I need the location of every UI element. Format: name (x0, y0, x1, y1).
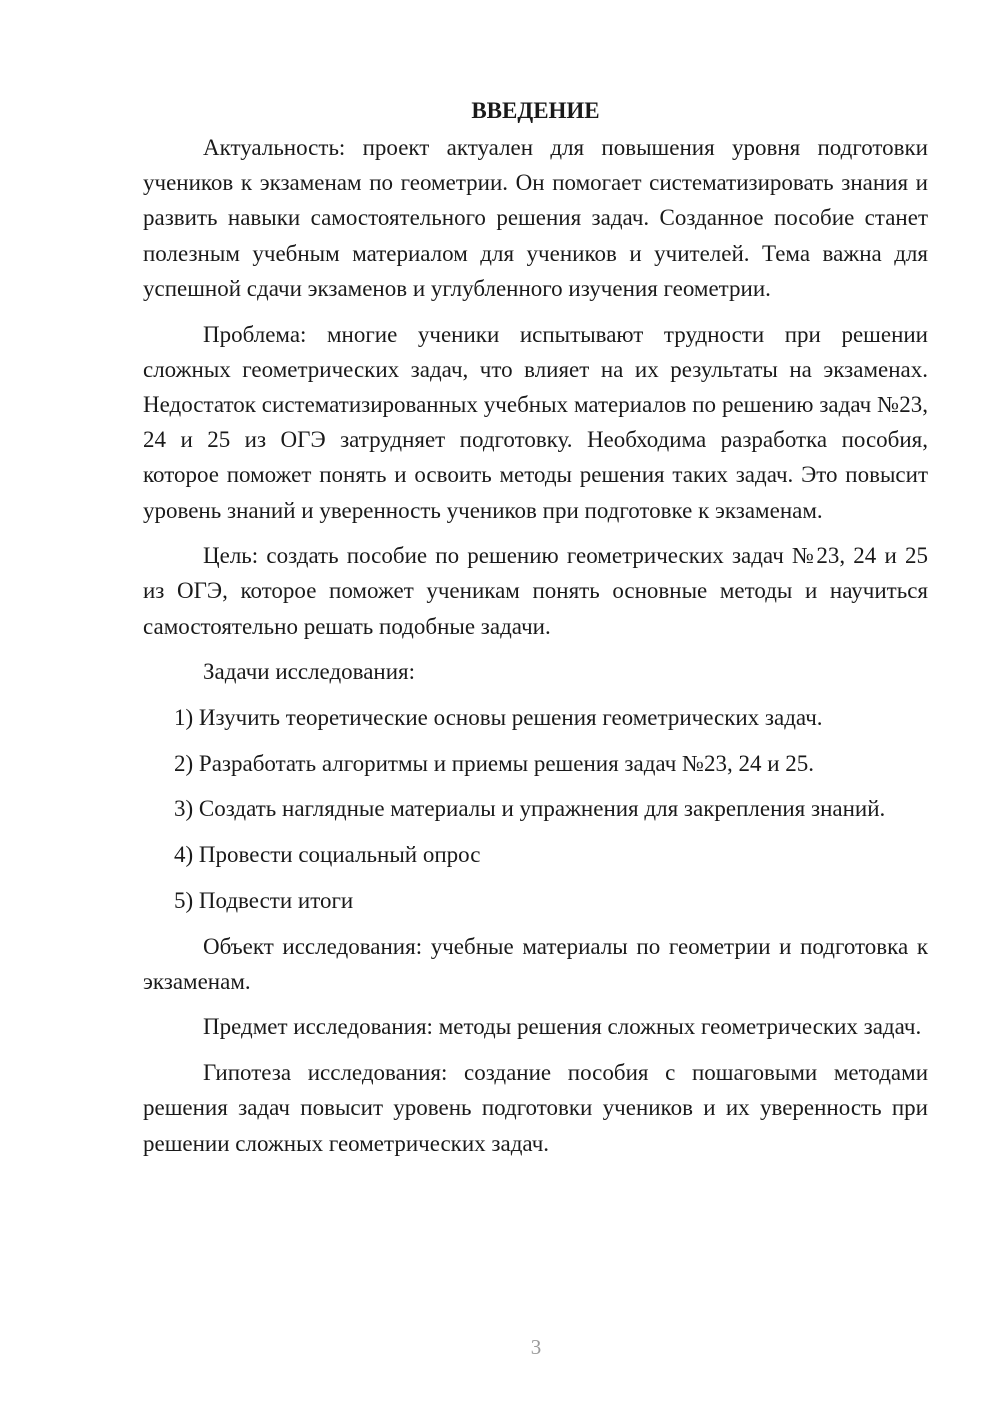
paragraph-problem: Проблема: многие ученики испытывают трудности при решении сложных геометрических задач, что влияет на их результаты на экзаменах. Недостаток систематизированных учебных материалов по решению задач №23, 24 и 25 из ОГЭ затрудняет подготовку. Необходима разработка пособия, которое поможет понять и освоить методы решения таких задач. Это повысит уровень знаний и уверенность учеников при подготовке к экзаменам. (143, 321, 928, 523)
paragraph-subject: Предмет исследования: методы решения сложных геометрических задач. (203, 1014, 922, 1040)
paragraph-hypothesis: Гипотеза исследования: создание пособия с пошаговыми методами решения задач повысит уровень подготовки учеников и их уверенность при решении сложных геометрических задач. (143, 1060, 928, 1156)
task-item-2: 2) Разработать алгоритмы и приемы решения задач №23, 24 и 25. (174, 750, 815, 776)
document-page (143, 96, 928, 1171)
task-item-3: 3) Создать наглядные материалы и упражнения для закрепления знаний. (174, 796, 886, 822)
page-title: ВВЕДЕНИЕ (471, 98, 600, 123)
task-item-5: 5) Подвести итоги (174, 887, 354, 913)
task-item-1: 1) Изучить теоретические основы решения геометрических задач. (174, 705, 823, 731)
page-number: 3 (530, 1335, 542, 1359)
paragraph-relevance: Актуальность: проект актуален для повышения уровня подготовки учеников к экзаменам по геометрии. Он помогает систематизировать знания и развить навыки самостоятельного решения задач. Созданное пособие станет полезным учебным материалом для учеников и учителей. Тема важна для успешной сдачи экзаменов и углубленного изучения геометрии. (143, 135, 928, 301)
paragraph-object: Объект исследования: учебные материалы по геометрии и подготовка к экзаменам. (143, 933, 928, 994)
tasks-heading: Задачи исследования: (203, 659, 416, 685)
task-item-4: 4) Провести социальный опрос (174, 842, 481, 868)
paragraph-goal: Цель: создать пособие по решению геометрических задач №23, 24 и 25 из ОГЭ, которое поможет ученикам понять основные методы и научиться самостоятельно решать подобные задачи. (143, 543, 928, 639)
